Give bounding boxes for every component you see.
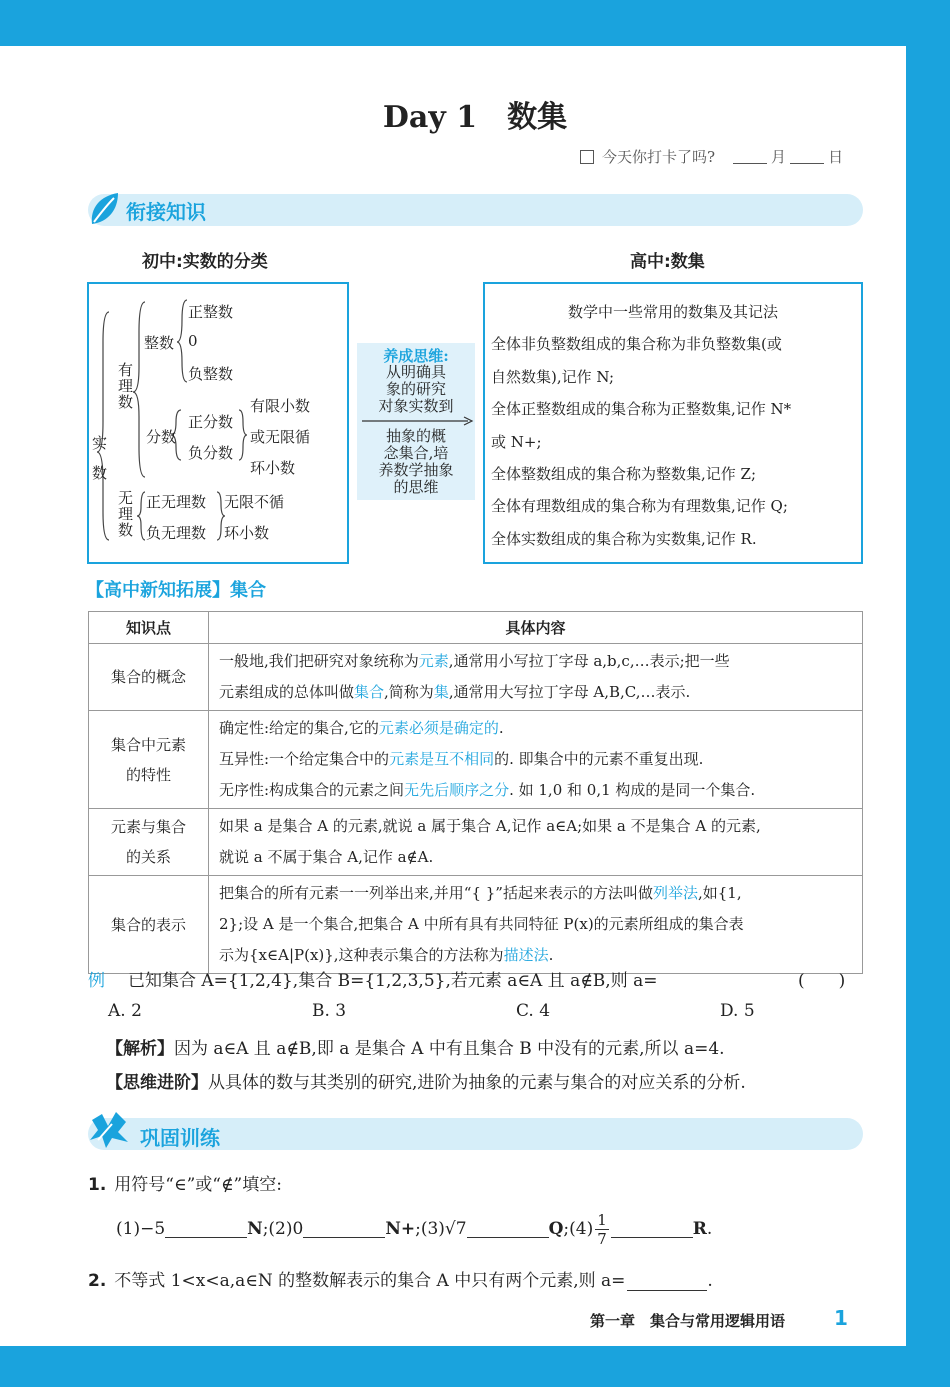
bridge-banner-label: 衔接知识 xyxy=(126,200,206,224)
question-1-blanks xyxy=(116,1206,712,1252)
text-span: 元素组成的总体叫做 xyxy=(219,683,355,701)
row-name xyxy=(89,809,209,876)
page-title: Day 1 数集 xyxy=(382,100,568,135)
thinking-top-line: 对象实数到 xyxy=(378,397,454,415)
highlight-term: 元素必须是确定的 xyxy=(378,719,499,737)
advance-text: 从具体的数与其类别的研究,进阶为抽象的元素与集合的对应关系的分析. xyxy=(208,1073,746,1093)
sets-line: 或 N+; xyxy=(491,432,542,451)
answer-blank[interactable] xyxy=(165,1220,247,1238)
senior-heading: 高中:数集 xyxy=(630,252,705,272)
text-span: 把集合的所有元素一一列举出来,并用“{ }”括起来表示的方法叫做 xyxy=(219,884,653,902)
q1-part: ;(4) xyxy=(563,1219,594,1239)
ginkgo-icon xyxy=(86,1110,134,1150)
day-blank[interactable] xyxy=(790,150,824,164)
q1-part: ;(2)0 xyxy=(262,1219,304,1239)
tree-or-repeating: 或无限循 xyxy=(250,428,311,446)
tree-fraction: 分数 xyxy=(146,428,177,446)
content-line xyxy=(219,744,852,775)
sets-line: 全体实数组成的集合称为实数集,记作 R. xyxy=(491,529,757,548)
content-line xyxy=(219,677,852,708)
row-content xyxy=(209,809,863,876)
text-span: 一般地,我们把研究对象统称为 xyxy=(219,652,419,670)
tree-infinite: 无限不循 xyxy=(224,493,285,511)
row-name-line: 集合中元素 xyxy=(110,735,186,754)
question-1 xyxy=(88,1170,282,1195)
row-name: 集合的表示 xyxy=(89,876,209,974)
analysis-text: 因为 a∈A 且 a∉B,即 a 是集合 A 中有且集合 B 中没有的元素,所以 a=4. xyxy=(174,1039,725,1059)
tree-nonrep: 环小数 xyxy=(224,524,270,542)
checkin-checkbox[interactable] xyxy=(580,150,594,164)
row-content xyxy=(209,711,863,809)
highlight-term: 无先后顺序之分 xyxy=(404,781,510,799)
thinking-head: 养成思维: xyxy=(383,347,449,365)
content-line: 如果 a 是集合 A 的元素,就说 a 属于集合 A,记作 a∈A;如果 a 不是集合 A 的元素, xyxy=(219,817,761,835)
tree-rational: 有理数 xyxy=(118,361,134,411)
highlight-term: 元素 xyxy=(418,652,449,670)
text-span: ,通常用大写拉丁字母 A,B,C,…表示. xyxy=(448,683,691,701)
answer-blank[interactable] xyxy=(467,1220,549,1238)
row-content xyxy=(209,876,863,974)
answer-blank[interactable] xyxy=(627,1273,707,1291)
content-line xyxy=(219,775,852,806)
answer-blank[interactable] xyxy=(611,1220,693,1238)
content-line xyxy=(219,713,852,744)
q1-end: . xyxy=(706,1219,713,1239)
tree-pos-int: 正整数 xyxy=(188,303,234,321)
checkin-line xyxy=(580,146,843,167)
day-label: 日 xyxy=(828,148,844,166)
table-row xyxy=(89,644,863,711)
text-span: ,如{1, xyxy=(697,884,742,902)
highlight-term: 描述法 xyxy=(503,946,549,964)
content-line xyxy=(219,646,852,677)
tree-pos-irr: 正无理数 xyxy=(146,493,207,511)
question-text: 不等式 1<x<a,a∈N 的整数解表示的集合 A 中只有两个元素,则 a= xyxy=(114,1271,626,1291)
junior-heading: 初中:实数的分类 xyxy=(142,252,268,272)
extension-heading-bracket: 【高中新知拓展】 xyxy=(86,580,230,601)
option-b: B. 3 xyxy=(312,1001,347,1021)
example-answer-paren: ( ) xyxy=(798,971,846,991)
thinking-top-line: 从明确具 xyxy=(385,363,446,381)
table-header-row xyxy=(89,612,863,644)
practice-banner-label: 巩固训练 xyxy=(140,1126,220,1150)
analysis-label: 【解析】 xyxy=(106,1039,174,1059)
thinking-bottom xyxy=(357,428,475,496)
tree-integer: 整数 xyxy=(144,334,175,352)
table-row xyxy=(89,711,863,809)
text-span: 示为{x∈A|P(x)},这种表示集合的方法称为 xyxy=(219,946,504,964)
tree-neg-int: 负整数 xyxy=(188,365,234,383)
highlight-term: 元素是互不相同 xyxy=(389,750,495,768)
text-span: 的. 即集合中的元素不重复出现. xyxy=(494,750,704,768)
row-name-line: 的特性 xyxy=(125,765,171,784)
set-symbol: N xyxy=(247,1219,263,1239)
row-content xyxy=(209,644,863,711)
question-text: 用符号“∈”或“∉”填空: xyxy=(114,1175,282,1195)
text-span: . 如 1,0 和 0,1 构成的是同一个集合. xyxy=(509,781,756,799)
content-line: 2};设 A 是一个集合,把集合 A 中所有具有共同特征 P(x)的元素所组成的集合表 xyxy=(219,915,744,933)
option-d: D. 5 xyxy=(720,1001,755,1021)
set-symbol: N+ xyxy=(385,1219,416,1239)
q1-part: (1)−5 xyxy=(116,1219,166,1239)
text-span: ,简称为 xyxy=(384,683,434,701)
sets-line-title: 数学中一些常用的数集及其记法 xyxy=(567,303,778,321)
q2-end: . xyxy=(707,1271,713,1291)
extension-heading xyxy=(86,576,266,602)
content-line: 就说 a 不属于集合 A,记作 a∉A. xyxy=(219,848,434,866)
column-header: 具体内容 xyxy=(209,612,863,644)
text-span: . xyxy=(498,719,504,737)
text-span: 无序性:构成集合的元素之间 xyxy=(219,781,405,799)
advance xyxy=(106,1068,746,1093)
checkin-text: 今天你打卡了吗? xyxy=(602,148,716,166)
table-row xyxy=(89,809,863,876)
row-name-line: 的关系 xyxy=(125,848,171,866)
row-name-line: 元素与集合 xyxy=(110,818,186,836)
text-span: 互异性:一个给定集合中的 xyxy=(219,750,390,768)
sets-line: 全体整数组成的集合称为整数集,记作 Z; xyxy=(491,465,757,484)
text-span: . xyxy=(548,946,554,964)
column-header: 知识点 xyxy=(89,612,209,644)
set-symbol: R xyxy=(692,1219,707,1239)
thinking-bottom-line: 养数学抽象 xyxy=(378,461,454,479)
sets-line: 全体有理数组成的集合称为有理数集,记作 Q; xyxy=(491,497,788,516)
number-sets-box xyxy=(483,282,863,564)
row-name xyxy=(89,711,209,809)
side-strip xyxy=(906,46,950,1346)
text-span: ,通常用小写拉丁字母 a,b,c,…表示;把一些 xyxy=(448,652,730,670)
option-c: C. 4 xyxy=(516,1001,551,1021)
tree-zero: 0 xyxy=(188,332,198,350)
knowledge-table xyxy=(88,611,863,974)
sets-line: 自然数集),记作 N; xyxy=(491,367,615,386)
row-name: 集合的概念 xyxy=(89,644,209,711)
thinking-top-line: 象的研究 xyxy=(385,380,446,398)
question-2 xyxy=(88,1266,713,1291)
advance-label: 【思维进阶】 xyxy=(106,1073,208,1093)
example-label: 例 xyxy=(88,971,105,991)
tree-root: 实数 xyxy=(92,434,108,482)
question-number: 2. xyxy=(88,1271,107,1291)
highlight-term: 列举法 xyxy=(652,884,698,902)
option-a: A. 2 xyxy=(108,1001,142,1021)
q1-part: ;(3)√7 xyxy=(415,1219,467,1239)
page-number: 1 xyxy=(834,1306,848,1330)
tree-neg-frac: 负分数 xyxy=(188,444,234,462)
table-row xyxy=(89,876,863,974)
fraction-denominator: 7 xyxy=(597,1229,607,1248)
top-frame xyxy=(0,0,950,46)
fraction xyxy=(595,1211,609,1248)
arrow-right-icon xyxy=(360,416,474,426)
tree-repeating-dec: 环小数 xyxy=(250,459,296,477)
month-blank[interactable] xyxy=(733,150,767,164)
sets-line: 全体正整数组成的集合称为正整数集,记作 N* xyxy=(491,400,792,419)
leaf-icon xyxy=(86,190,122,228)
content-line xyxy=(219,878,852,909)
thinking-bottom-line: 的思维 xyxy=(393,478,439,496)
extension-heading-topic: 集合 xyxy=(230,580,266,601)
thinking-bottom-line: 念集合,培 xyxy=(383,444,449,462)
analysis xyxy=(106,1034,725,1059)
highlight-term: 集合 xyxy=(354,683,385,701)
example-question: 已知集合 A={1,2,4},集合 B={1,2,3,5},若元素 a∈A 且 a∉B,则 a= xyxy=(128,971,658,991)
set-symbol: Q xyxy=(548,1219,564,1239)
tree-pos-frac: 正分数 xyxy=(188,413,234,431)
thinking-bottom-line: 抽象的概 xyxy=(385,427,446,445)
thinking-top xyxy=(357,364,475,415)
bottom-frame xyxy=(0,1346,950,1387)
question-number: 1. xyxy=(88,1175,107,1195)
tree-finite-dec: 有限小数 xyxy=(250,397,311,415)
month-label: 月 xyxy=(771,148,787,166)
tree-irrational: 无理数 xyxy=(118,489,134,539)
chapter-footer: 第一章 集合与常用逻辑用语 xyxy=(590,1312,786,1330)
tree-neg-irr: 负无理数 xyxy=(146,524,207,542)
highlight-term: 集 xyxy=(433,683,449,701)
fraction-numerator: 1 xyxy=(597,1210,607,1229)
text-span: 确定性:给定的集合,它的 xyxy=(219,719,379,737)
answer-blank[interactable] xyxy=(303,1220,385,1238)
sets-line: 全体非负整数组成的集合称为非负整数集(或 xyxy=(491,335,782,354)
